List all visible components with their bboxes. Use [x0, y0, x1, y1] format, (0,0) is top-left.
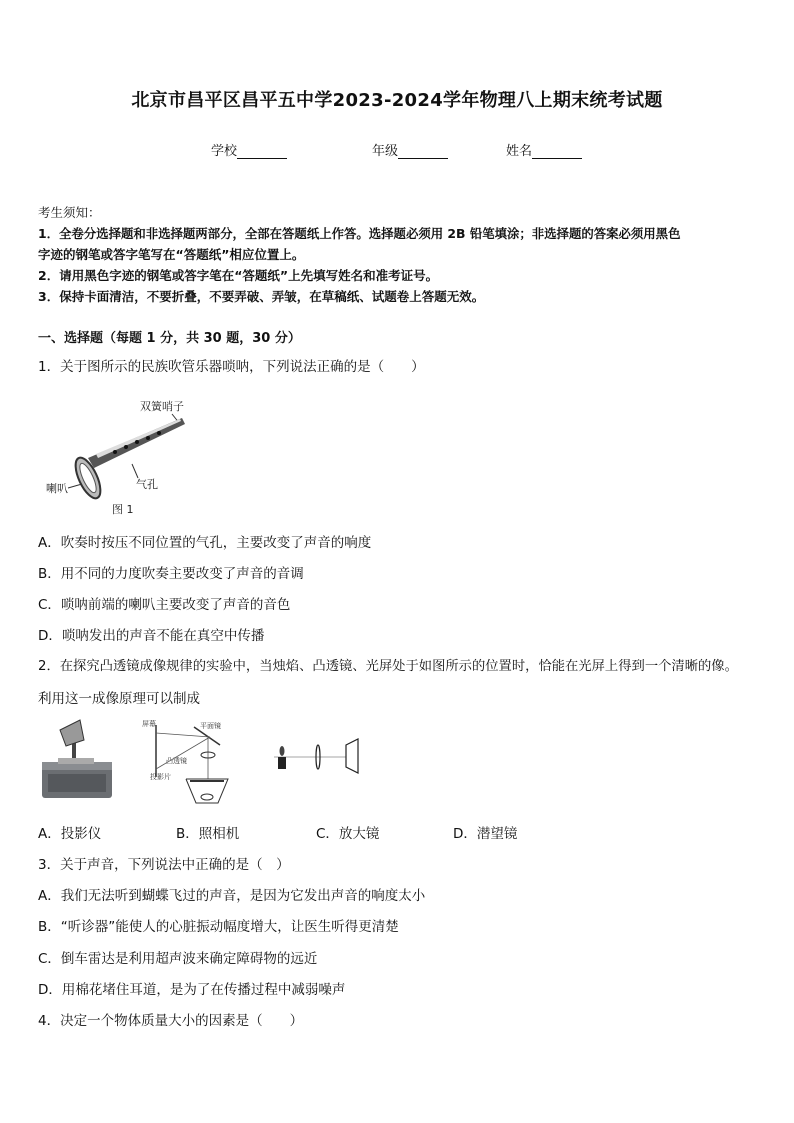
question-3-stem: 3．关于声音，下列说法中正确的是（ ）: [38, 857, 290, 873]
candle-lens-screen-icon: [270, 735, 362, 775]
name-field: [506, 140, 582, 159]
school-label: 学校: [211, 144, 238, 159]
projector-photo-icon: [38, 718, 120, 804]
question-3-option-b: B．“听诊器”能使人的心脏振动幅度增大，让医生听得更清楚: [38, 919, 399, 935]
label-lens: 凸透镜: [166, 757, 187, 765]
notice-line-1b: 字迹的钢笔或答字笔写在“答题纸”相应位置上。: [38, 247, 305, 262]
question-2-option-b: B．照相机: [176, 826, 240, 842]
grade-field: [372, 140, 448, 159]
notice-line-1: 1．全卷分选择题和非选择题两部分，全部在答题纸上作答。选择题必须用 2B 铅笔填涂；非选择题的答案必须用黑色: [38, 226, 681, 241]
ray-1: [156, 733, 210, 737]
air-hole-icon: [157, 431, 161, 435]
school-blank: [237, 144, 287, 159]
section-heading: 一、选择题（每题 1 分，共 30 题，30 分）: [38, 331, 301, 346]
exam-title: 北京市昌平区昌平五中学2023-2024学年物理八上期末统考试题: [131, 90, 663, 111]
question-1-option-c: C．唢呐前端的喇叭主要改变了声音的音色: [38, 597, 291, 613]
question-1-stem: 1．关于图所示的民族吹管乐器唢呐，下列说法正确的是（ ）: [38, 359, 425, 375]
name-label: 姓名: [506, 144, 533, 159]
air-hole-icon: [135, 440, 139, 444]
bell-pointer: [68, 484, 82, 488]
figure-caption: 图 1: [112, 503, 134, 516]
projector-stage: [58, 758, 94, 764]
air-hole-icon: [113, 450, 117, 454]
question-2-option-c: C．放大镜: [316, 826, 380, 842]
question-2-stem: 2．在探究凸透镜成像规律的实验中，当烛焰、凸透镜、光屏处于如图所示的位置时，恰能在光屏上得到一个清晰的像。: [38, 659, 738, 674]
suona-tube-highlight: [96, 419, 181, 458]
grade-label: 年级: [372, 144, 399, 159]
question-3-option-c: C．倒车雷达是利用超声波来确定障碍物的远近: [38, 951, 318, 967]
question-3-option-d: D．用棉花堵住耳道，是为了在传播过程中减弱噪声: [38, 982, 346, 998]
notice-line-2: 2．请用黑色字迹的钢笔或答字笔在“答题纸”上先填写姓名和准考证号。: [38, 268, 439, 283]
suona-figure: [40, 392, 200, 520]
label-slide: 投影片: [150, 773, 171, 781]
flame-icon: [280, 746, 285, 756]
question-4-stem: 4．决定一个物体质量大小的因素是（ ）: [38, 1013, 304, 1029]
air-hole-icon: [124, 445, 128, 449]
screen-icon: [346, 739, 358, 773]
projector-panel: [48, 774, 106, 792]
figure-label-reed: 双簧哨子: [140, 400, 184, 413]
projector-box: [186, 779, 228, 803]
notice-heading: 考生须知：: [38, 205, 101, 220]
question-1-option-d: D．唢呐发出的声音不能在真空中传播: [38, 628, 265, 644]
question-2-stem-line2: 利用这一成像原理可以制成: [38, 691, 200, 707]
air-hole-icon: [146, 436, 150, 440]
question-1-option-b: B．用不同的力度吹奏主要改变了声音的音调: [38, 566, 304, 582]
label-screen: 屏幕: [142, 720, 156, 728]
name-blank: [532, 144, 582, 159]
question-3-option-a: A．我们无法听到蝴蝶飞过的声音，是因为它发出声音的响度太小: [38, 888, 426, 904]
candle-icon: [278, 757, 286, 769]
hole-pointer: [132, 464, 138, 478]
grade-blank: [398, 144, 448, 159]
lamp-icon: [201, 794, 213, 800]
figure-label-hole: 气孔: [136, 478, 158, 491]
figure-label-bell: 喇叭: [46, 482, 68, 495]
notice-line-3: 3．保持卡面清洁，不要折叠，不要弄破、弄皱，在草稿纸、试题卷上答题无效。: [38, 289, 485, 304]
question-2-option-d: D．潜望镜: [453, 826, 518, 842]
question-1-option-a: A．吹奏时按压不同位置的气孔，主要改变了声音的响度: [38, 535, 372, 551]
question-2-option-a: A．投影仪: [38, 826, 102, 842]
label-mirror: 平面镜: [200, 722, 221, 730]
projector-diagram-icon: [136, 717, 254, 807]
projector-head: [60, 720, 84, 746]
school-field: [211, 140, 287, 159]
